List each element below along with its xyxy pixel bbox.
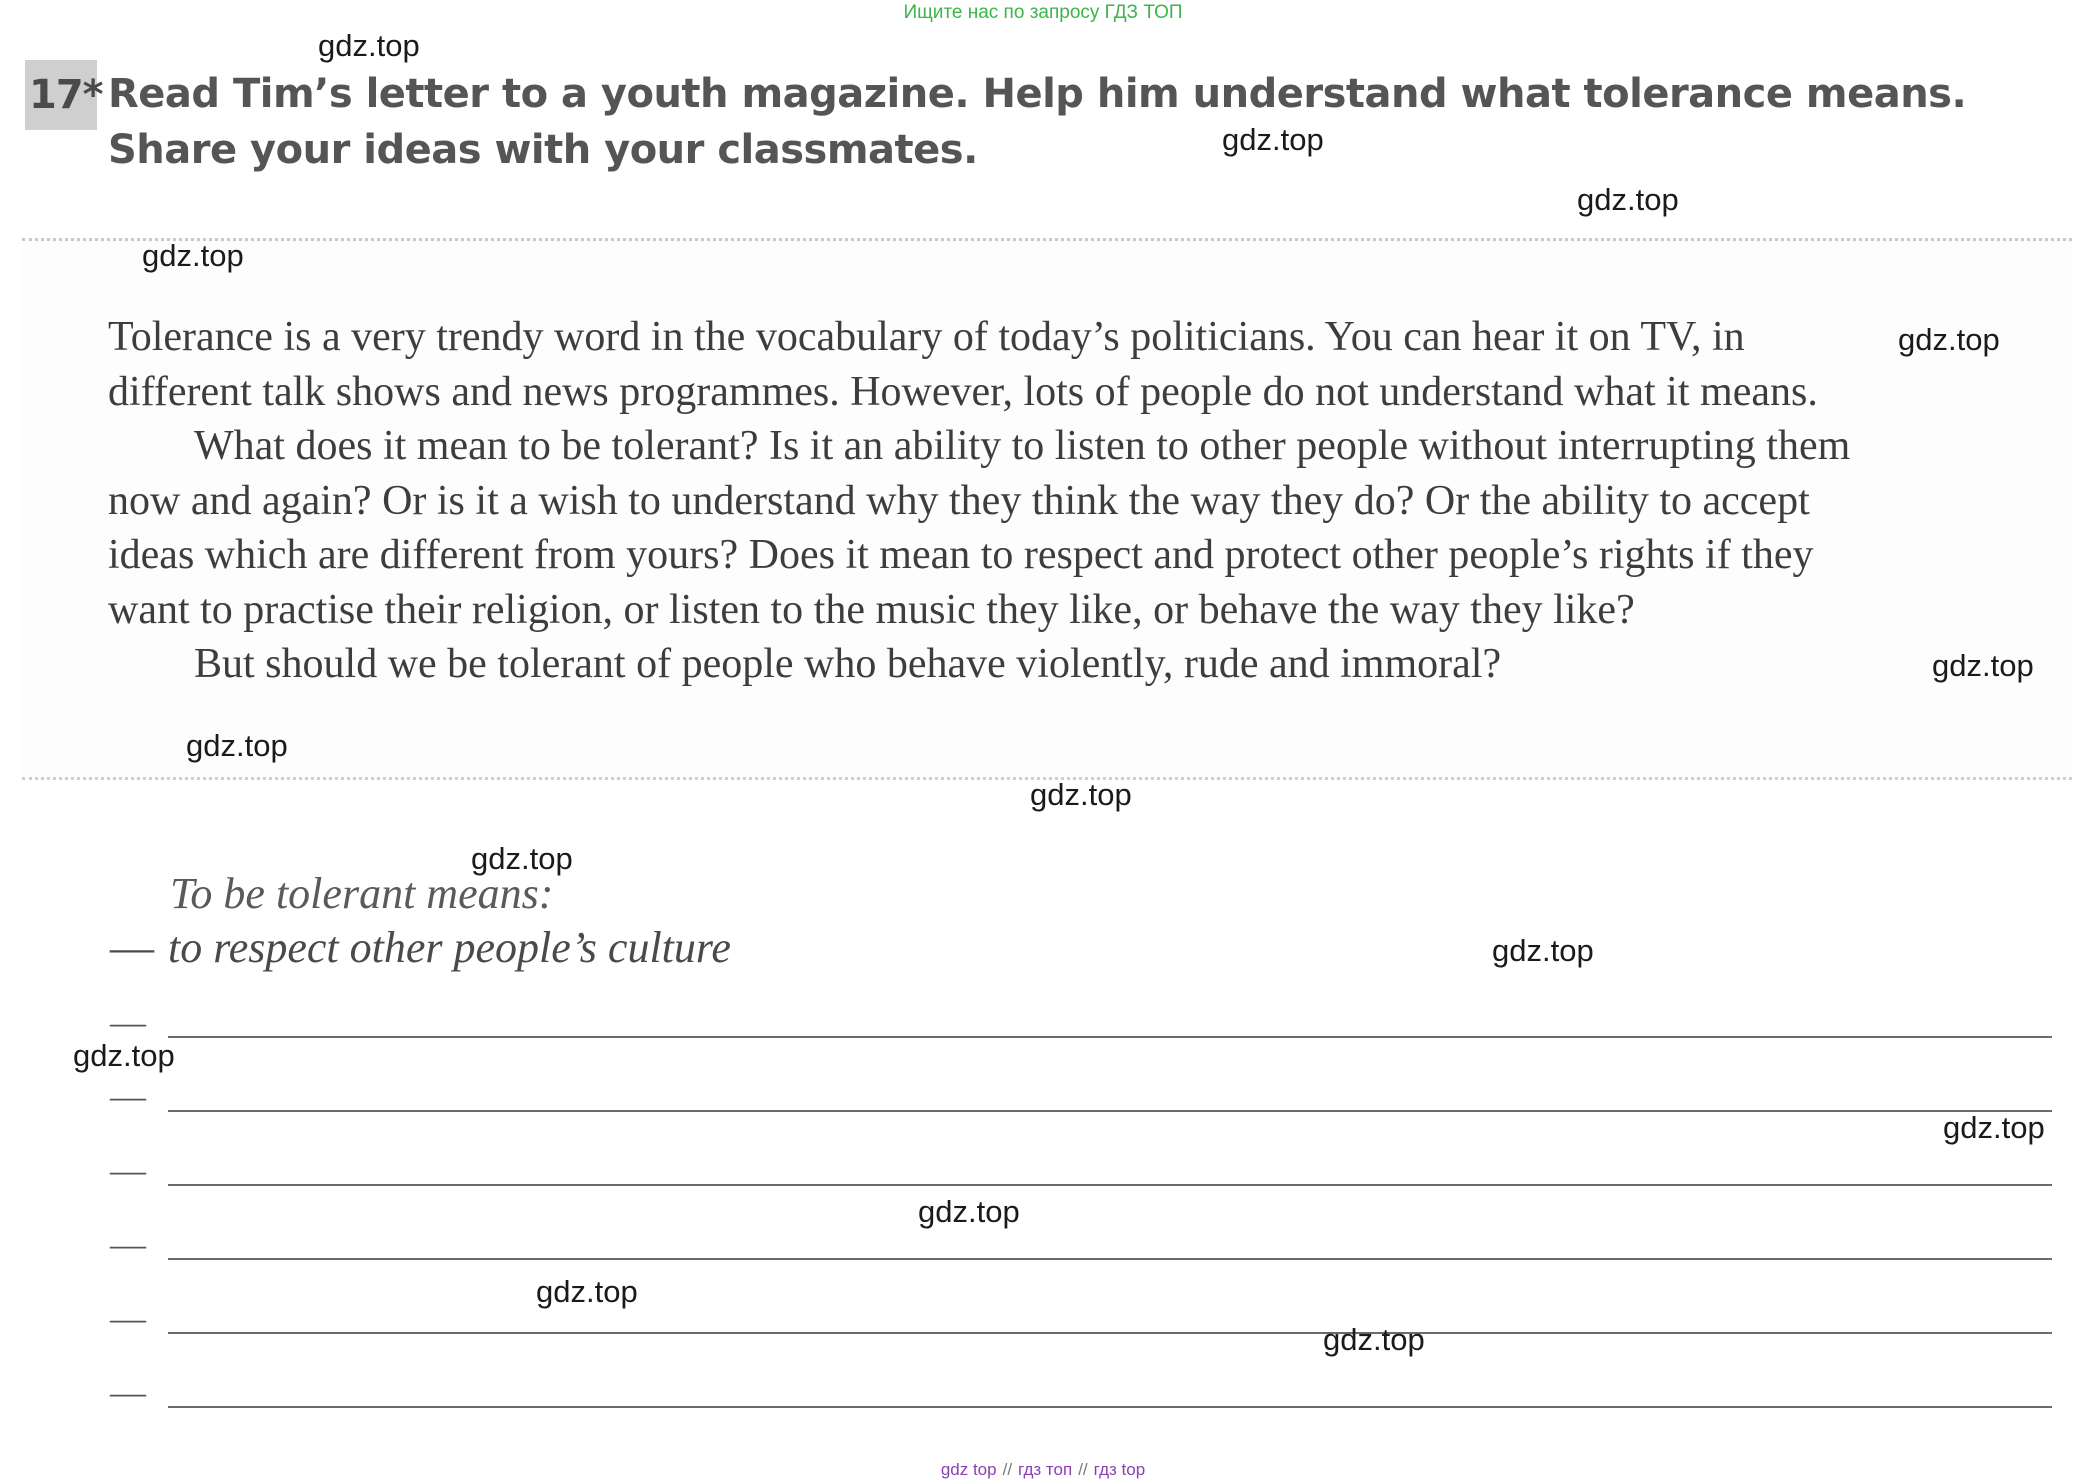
- top-banner: Ищите нас по запросу ГДЗ ТОП: [903, 2, 1183, 23]
- letter-line: What does it mean to be tolerant? Is it an ability to listen to other people without interrupting them: [194, 423, 1851, 469]
- answer-line-1[interactable]: [110, 1002, 2052, 1042]
- task-title: To be tolerant means:: [170, 869, 554, 918]
- letter-line: want to practise their religion, or listen to the music they like, or behave the way they like?: [108, 586, 1635, 633]
- answer-line-3[interactable]: [110, 1150, 2052, 1190]
- answer-line-5[interactable]: [110, 1298, 2052, 1338]
- watermark: gdz.top: [1932, 648, 2034, 683]
- letter-text: [108, 310, 2048, 692]
- watermark: gdz.top: [1222, 122, 1324, 157]
- dash: —: [110, 1298, 146, 1338]
- watermark: gdz.top: [1577, 182, 1679, 217]
- watermark: gdz.top: [471, 841, 573, 876]
- watermark: gdz.top: [1898, 322, 2000, 357]
- dash: —: [110, 1002, 146, 1042]
- dash: —: [110, 1224, 146, 1264]
- watermark: gdz.top: [73, 1038, 175, 1073]
- dash: —: [110, 923, 154, 972]
- letter-line: now and again? Or is it a wish to understand why they think the way they do? Or the ability to accept: [108, 477, 1810, 524]
- watermark: gdz.top: [536, 1274, 638, 1309]
- footer-separator: //: [1002, 1460, 1013, 1479]
- example-answer: [110, 922, 731, 973]
- footer-separator: //: [1078, 1460, 1088, 1479]
- instruction-line: Share your ideas with your classmates.: [108, 127, 978, 173]
- exercise-instruction: [108, 66, 1967, 178]
- watermark: gdz.top: [1323, 1322, 1425, 1357]
- letter-line: different talk shows and news programmes. However, lots of people do not understand what it means.: [108, 368, 1818, 415]
- watermark: gdz.top: [142, 238, 244, 273]
- watermark: gdz.top: [1943, 1110, 2045, 1145]
- instruction-line: Read Tim’s letter to a youth magazine. Help him understand what tolerance means.: [108, 71, 1967, 117]
- letter-line: But should we be tolerant of people who behave violently, rude and immoral?: [194, 641, 1502, 687]
- exercise-number: 17*: [25, 60, 97, 130]
- footer-link[interactable]: gdz top: [940, 1460, 997, 1479]
- dash: —: [110, 1150, 146, 1190]
- dash: —: [110, 1372, 146, 1412]
- answer-line-4[interactable]: [110, 1224, 2052, 1264]
- answer-line-2[interactable]: [110, 1076, 2052, 1116]
- answer-line-6[interactable]: [110, 1372, 2052, 1412]
- watermark: gdz.top: [1030, 777, 1132, 812]
- footer: [0, 1460, 2086, 1480]
- dash: —: [110, 1076, 146, 1116]
- watermark: gdz.top: [1492, 933, 1594, 968]
- footer-link[interactable]: гдз топ: [1018, 1460, 1073, 1479]
- example-text: to respect other people’s culture: [168, 923, 731, 972]
- letter-line: ideas which are different from yours? Does it mean to respect and protect other people’s rights if they: [108, 532, 1814, 578]
- watermark: gdz.top: [318, 28, 420, 63]
- letter-line: Tolerance is a very trendy word in the vocabulary of today’s politicians. You can hear it on TV, in: [108, 314, 1745, 360]
- footer-link[interactable]: гдз top: [1093, 1460, 1146, 1479]
- watermark: gdz.top: [186, 728, 288, 763]
- watermark: gdz.top: [918, 1194, 1020, 1229]
